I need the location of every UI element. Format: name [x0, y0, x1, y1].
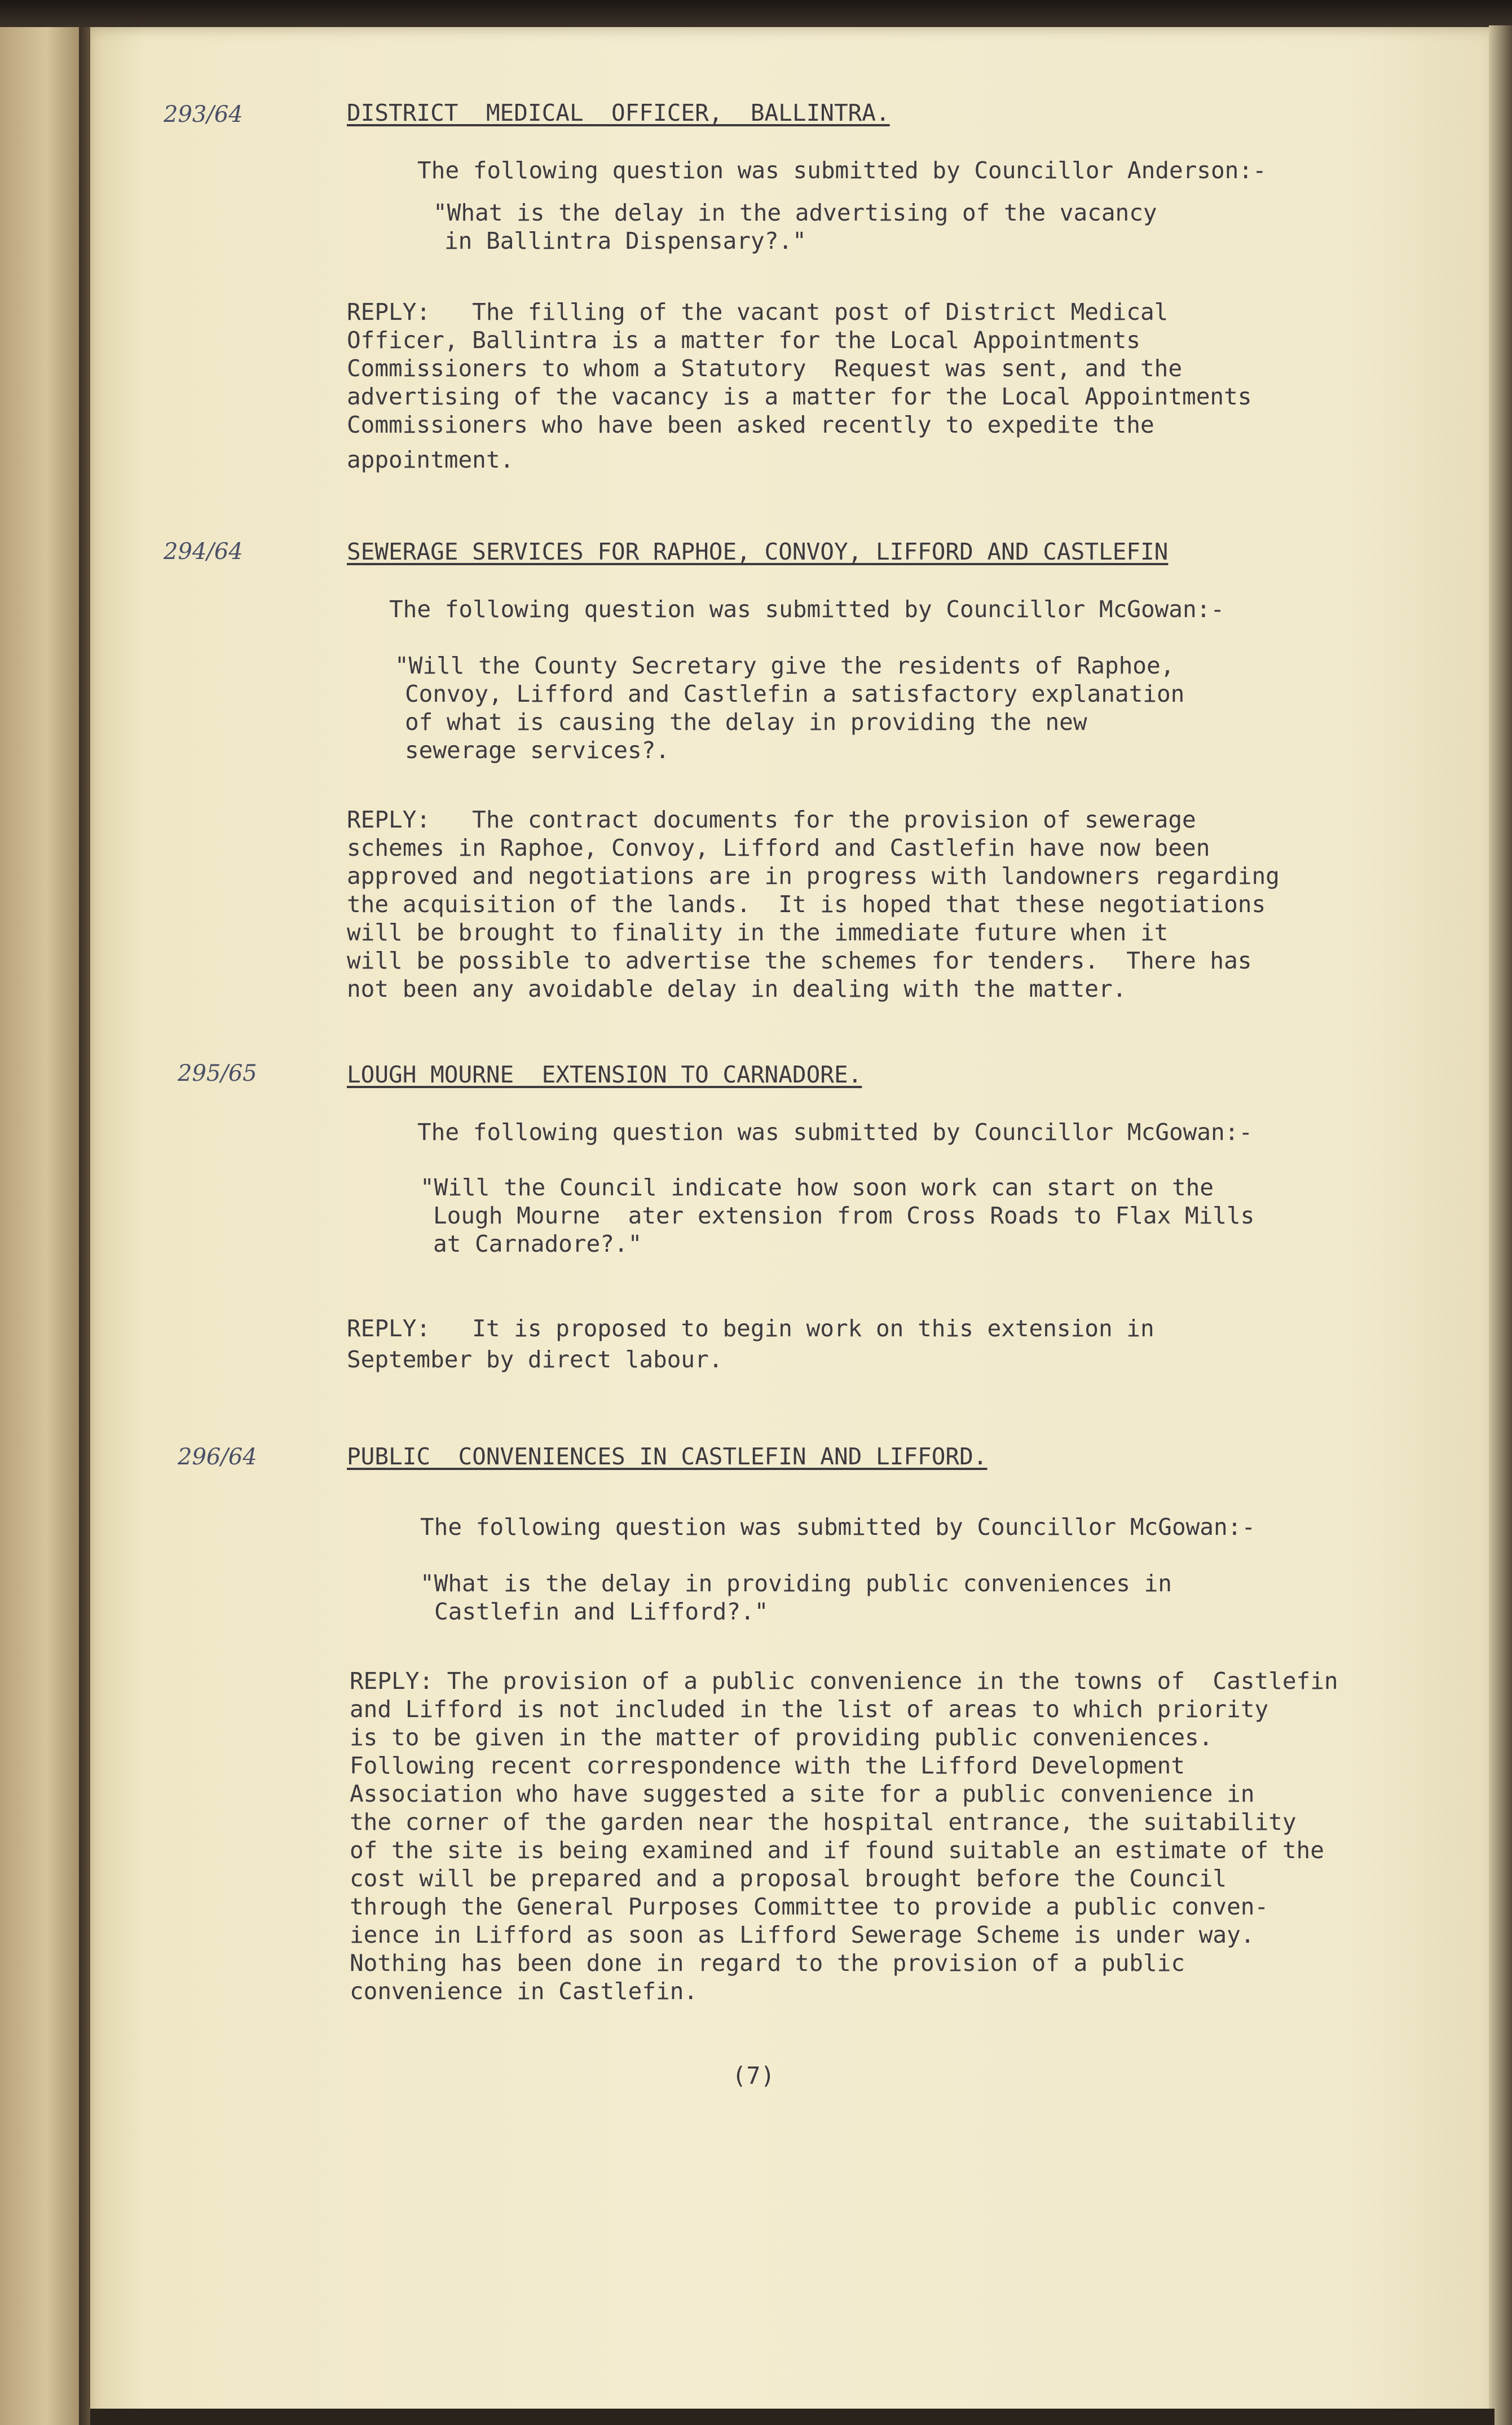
reply-line: will be brought to finality in the immediate future when it — [347, 919, 1169, 946]
reply-line: cost will be prepared and a proposal brought before the Council — [350, 1865, 1227, 1892]
reply-line: the corner of the garden near the hospital entrance, the suitability — [350, 1808, 1297, 1836]
question-line: sewerage services?. — [405, 737, 669, 764]
reply-line: is to be given in the matter of providing public conveniences. — [350, 1724, 1213, 1751]
question-intro: The following question was submitted by Councillor McGowan:- — [417, 1119, 1253, 1146]
question-line: "Will the Council indicate how soon work can start on the — [420, 1174, 1214, 1201]
reply-line: Association who have suggested a site for a public convenience in — [350, 1780, 1255, 1807]
previous-page-edge — [0, 23, 85, 2425]
question-line: Castlefin and Lifford?." — [434, 1598, 769, 1625]
question-line: Convoy, Lifford and Castlefin a satisfactory explanation — [405, 680, 1185, 707]
question-intro: The following question was submitted by Councillor McGowan:- — [420, 1513, 1256, 1541]
question-line: at Carnadore?." — [433, 1230, 642, 1257]
reply-line: not been any avoidable delay in dealing with the matter. — [347, 975, 1127, 1002]
section-heading: LOUGH MOURNE EXTENSION TO CARNADORE. — [347, 1061, 862, 1088]
reply-line: of the site is being examined and if found suitable an estimate of the — [350, 1837, 1324, 1864]
reply-line: ience in Lifford as soon as Lifford Sewerage Scheme is under way. — [350, 1921, 1255, 1948]
question-line: "What is the delay in providing public conveniences in — [420, 1570, 1172, 1597]
section-heading: SEWERAGE SERVICES FOR RAPHOE, CONVOY, LIFFORD AND CASTLEFIN — [347, 538, 1169, 565]
reply-line: Commissioners to whom a Statutory Request was sent, and the — [347, 355, 1183, 382]
reply-line: Nothing has been done in regard to the provision of a public — [350, 1949, 1185, 1977]
question-line: Lough Mourne ater extension from Cross Roads to Flax Mills — [433, 1202, 1255, 1229]
reply-line: Officer, Ballintra is a matter for the Local Appointments — [347, 327, 1140, 354]
reply-line: the acquisition of the lands. It is hoped that these negotiations — [347, 891, 1266, 918]
section-ref: 295/65 — [178, 1060, 257, 1086]
reply-line: REPLY: The filling of the vacant post of District Medical — [347, 298, 1169, 325]
section-heading: PUBLIC CONVENIENCES IN CASTLEFIN AND LIFFORD. — [347, 1443, 988, 1470]
section-ref: 294/64 — [164, 539, 243, 565]
question-intro: The following question was submitted by Councillor McGowan:- — [389, 596, 1225, 623]
section-ref: 293/64 — [164, 102, 243, 127]
section-ref: 296/64 — [178, 1444, 257, 1470]
reply-line: through the General Purposes Committee to provide a public conven- — [350, 1893, 1269, 1920]
question-intro: The following question was submitted by Councillor Anderson:- — [417, 157, 1267, 184]
reply-line: REPLY: The provision of a public convenience in the towns of Castlefin — [350, 1667, 1338, 1695]
page-number: (7) — [732, 2062, 775, 2089]
reply-line: convenience in Castlefin. — [350, 1978, 698, 2005]
right-page-edge — [1489, 25, 1512, 2425]
section-heading: DISTRICT MEDICAL OFFICER, BALLINTRA. — [347, 99, 890, 126]
question-line: in Ballintra Dispensary?." — [444, 227, 806, 254]
question-line: "What is the delay in the advertising of the vacancy — [433, 199, 1157, 226]
question-line: "Will the County Secretary give the residents of Raphoe, — [395, 652, 1175, 679]
reply-line: REPLY: It is proposed to begin work on this extension in — [347, 1315, 1154, 1342]
reply-line: Following recent correspondence with the Lifford Development — [350, 1752, 1185, 1779]
reply-line: will be possible to advertise the schemes for tenders. There has — [347, 947, 1252, 974]
reply-line: approved and negotiations are in progress with landowners regarding — [347, 862, 1280, 890]
bottom-page-edge — [90, 2409, 1495, 2425]
reply-line: REPLY: The contract documents for the provision of sewerage — [347, 806, 1196, 833]
reply-line: and Lifford is not included in the list of areas to which priority — [350, 1696, 1269, 1723]
reply-line: appointment. — [347, 446, 514, 473]
reply-line: September by direct labour. — [347, 1346, 723, 1373]
question-line: of what is causing the delay in providing the new — [405, 708, 1087, 736]
reply-line: schemes in Raphoe, Convoy, Lifford and Castlefin have now been — [347, 834, 1210, 861]
reply-line: advertising of the vacancy is a matter for the Local Appointments — [347, 383, 1252, 410]
top-binding-edge — [0, 0, 1512, 27]
reply-line: Commissioners who have been asked recently to expedite the — [347, 411, 1154, 438]
